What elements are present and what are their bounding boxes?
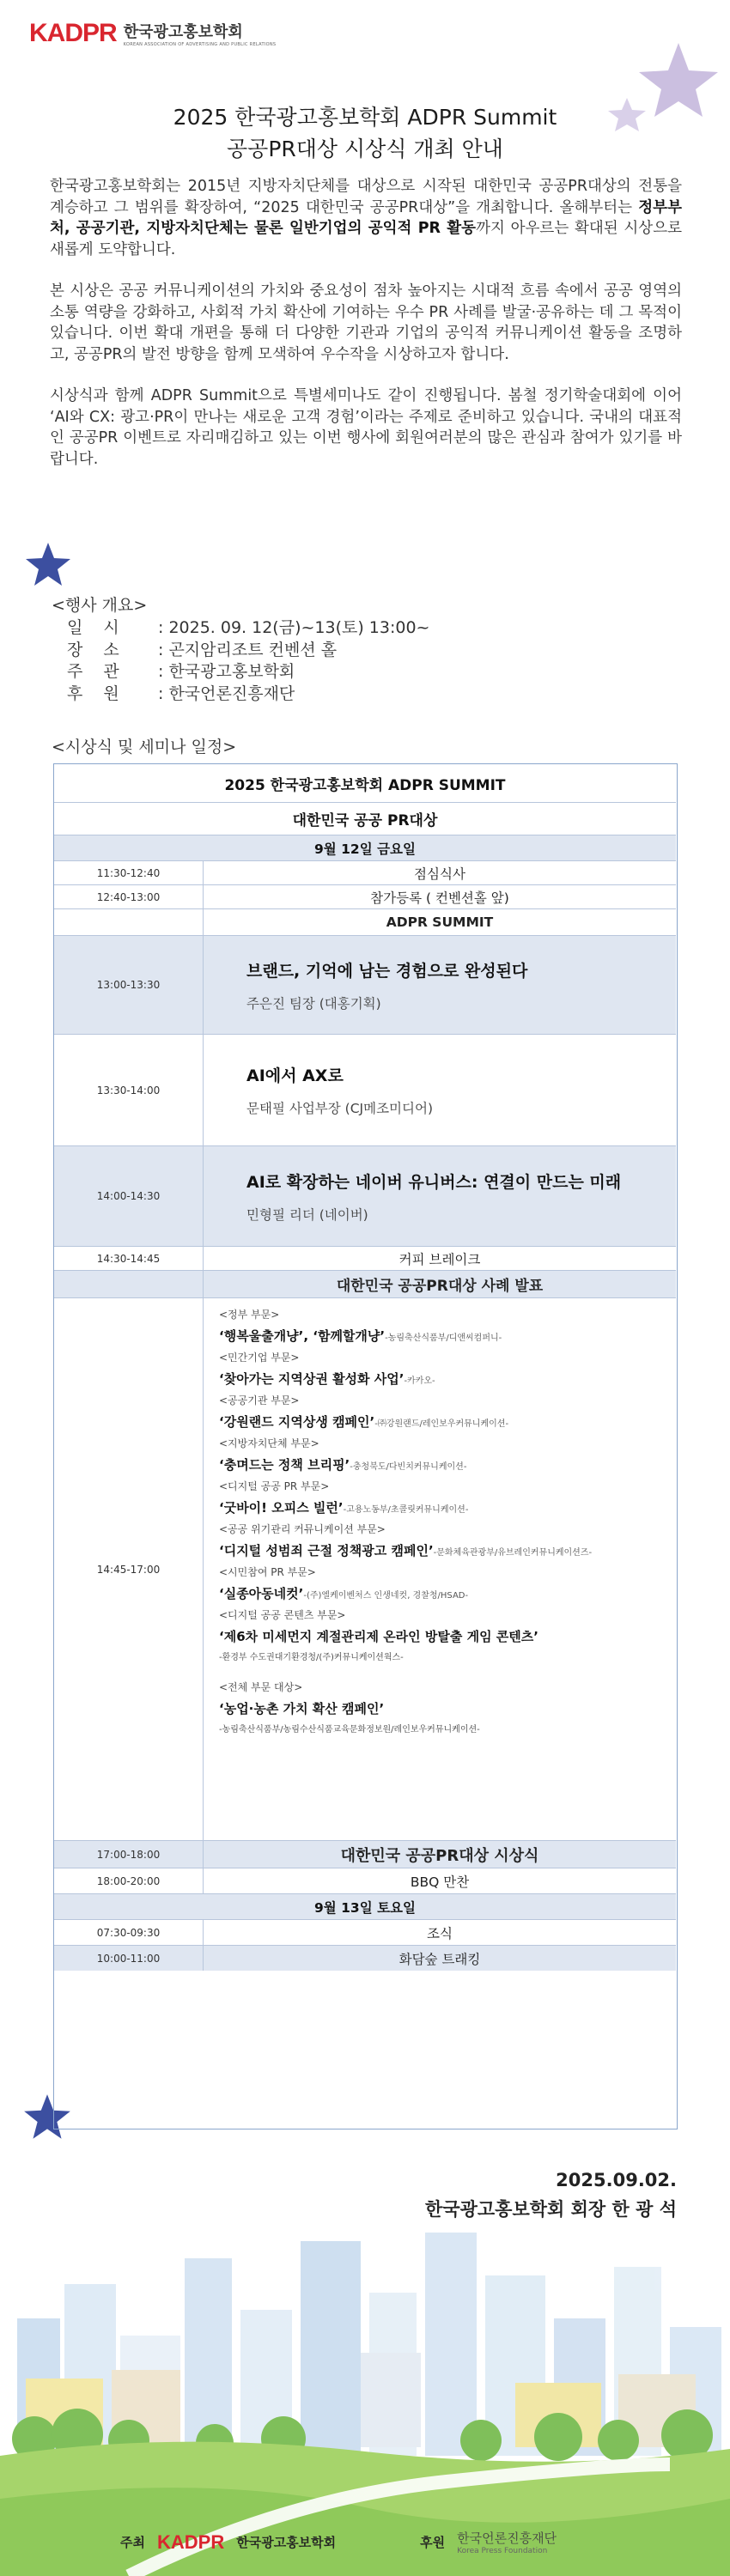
cases-heading: 대한민국 공공PR대상 사례 발표 bbox=[336, 1278, 544, 1295]
case-org: -농림축산식품부/농림수산식품교육문화정보원/레인보우커뮤니케이션- bbox=[219, 1725, 480, 1735]
page-title bbox=[0, 101, 730, 165]
case-org: -고용노동부/초콜릿커뮤니케이션- bbox=[343, 1505, 469, 1515]
case-item bbox=[219, 1539, 592, 1563]
footer bbox=[120, 2529, 557, 2555]
case-item bbox=[219, 1367, 592, 1391]
break-time: 14:30-14:45 bbox=[54, 1247, 204, 1270]
case-title: ‘실종아동네컷’ bbox=[219, 1586, 304, 1601]
intro-text bbox=[50, 176, 682, 490]
overview-key: 주관 bbox=[67, 662, 140, 681]
city-park-illustration bbox=[0, 2224, 730, 2576]
summit-label: ADPR SUMMIT bbox=[386, 914, 494, 930]
row-label: 참가등록 ( 컨벤션홀 앞) bbox=[370, 890, 509, 906]
table-subtitle: 대한민국 공공 PR대상 bbox=[292, 812, 438, 829]
case-category: <공공 위기관리 커뮤니케이션 부문> bbox=[219, 1523, 386, 1535]
talk-row bbox=[54, 1034, 676, 1145]
case-org: -문화체육관광부/유브레인커뮤니케이션즈- bbox=[433, 1548, 593, 1558]
talk-time: 13:00-13:30 bbox=[54, 936, 204, 1034]
day2-row bbox=[54, 1893, 676, 1919]
talk-speaker: 민형필 리더 (네이버) bbox=[246, 1206, 368, 1223]
row-label: 조식 bbox=[427, 1925, 453, 1941]
cases-row bbox=[54, 1297, 676, 1840]
case-item bbox=[219, 1453, 592, 1477]
title-line-2: 공공PR대상 시상식 개최 안내 bbox=[227, 137, 503, 161]
dinner-row bbox=[54, 1868, 676, 1893]
overview-row bbox=[67, 640, 429, 662]
table-row bbox=[54, 860, 676, 884]
talk-speaker: 문태필 사업부장 (CJ메조미디어) bbox=[246, 1101, 434, 1116]
talk-title: AI에서 AX로 bbox=[246, 1066, 344, 1085]
case-category: <정부 부문> bbox=[219, 1309, 280, 1321]
case-item bbox=[219, 1410, 592, 1434]
host-name: 한국광고홍보학회 bbox=[236, 2535, 337, 2550]
overview-value: : 2025. 09. 12(금)~13(토) 13:00~ bbox=[158, 618, 430, 637]
overview-heading: <행사 개요> bbox=[52, 596, 148, 615]
case-title: ‘찾아가는 지역상권 활성화 사업’ bbox=[219, 1371, 405, 1387]
row-time: 11:30-12:40 bbox=[54, 861, 204, 884]
case-item bbox=[219, 1324, 592, 1348]
case-org: -(주)엘케이벤처스 인생네컷, 경찰청/HSAD- bbox=[303, 1591, 469, 1601]
dinner-label: BBQ 만찬 bbox=[410, 1874, 470, 1890]
title-line-1: 2025 한국광고홍보학회 ADPR Summit bbox=[173, 105, 557, 130]
table-row bbox=[54, 1919, 676, 1945]
cases-list bbox=[204, 1305, 592, 1740]
case-org: -카카오- bbox=[404, 1376, 435, 1386]
intro-paragraph-3: 시상식과 함께 ADPR Summit으로 특별세미나도 같이 진행됩니다. 봄철 정기학술대회에 이어 ‘AI와 CX: 광고·PR이 만나는 새로운 고객 경험’이라는 주제로 준비하고 있습니다. 국내의 대표적인 공공PR 이벤트로 자리매김하고 있는 이번 행사에 회원여러분의 많은 관심과 참여가 있기를 바랍니다. bbox=[50, 387, 682, 468]
talk-title: 브랜드, 기억에 남는 경험으로 완성된다 bbox=[246, 961, 528, 981]
case-item bbox=[219, 1582, 592, 1606]
row-time: 12:40-13:00 bbox=[54, 885, 204, 908]
case-category: <지방자치단체 부문> bbox=[219, 1437, 319, 1449]
case-title: ‘농업·농촌 가치 확산 캠페인’ bbox=[219, 1701, 385, 1716]
table-row bbox=[54, 1945, 676, 1971]
talk-row bbox=[54, 935, 676, 1034]
row-time: 07:30-09:30 bbox=[54, 1920, 204, 1945]
award-time: 17:00-18:00 bbox=[54, 1841, 204, 1868]
day1-row bbox=[54, 835, 676, 860]
case-title: ‘행복울출개냥’, ‘함께할개냥’ bbox=[219, 1328, 386, 1344]
event-overview bbox=[52, 592, 429, 705]
talk-time: 14:00-14:30 bbox=[54, 1146, 204, 1246]
table-title: 2025 한국광고홍보학회 ADPR SUMMIT bbox=[224, 776, 506, 794]
table-subtitle-row bbox=[54, 802, 676, 835]
case-org: -㈜강원랜드/레인보우커뮤니케이션- bbox=[374, 1419, 509, 1429]
star-decoration-left bbox=[22, 539, 74, 591]
overview-value: : 곤지암리조트 컨벤션 홀 bbox=[158, 640, 338, 659]
case-title: ‘디지털 성범죄 근절 정책광고 캠페인’ bbox=[219, 1543, 434, 1558]
intro-paragraph-1: 한국광고홍보학회는 2015년 지방자치단체를 대상으로 시작된 대한민국 공공PR대상의 전통을 계승하고 그 범위를 확장하여, “2025 대한민국 공공PR대상”을 개최합니다. 올해부터는 정부부처, 공공기관, 지방자치단체는 물론 일반기업의 공익적 PR 활동까지 아우르는 확대된 시상으로 새롭게 도약합니다. bbox=[50, 178, 683, 258]
signature-name: 한국광고홍보학회 회장 한 광 석 bbox=[425, 2199, 677, 2220]
case-category: <공공기관 부문> bbox=[219, 1394, 300, 1406]
case-title: ‘제6차 미세먼지 계절관리제 온라인 방탈출 게임 콘텐츠’ bbox=[219, 1629, 538, 1644]
case-category: <시민참여 PR 부문> bbox=[219, 1566, 316, 1578]
host-label: 주최 bbox=[120, 2535, 145, 2550]
case-item bbox=[219, 1625, 592, 1649]
dinner-time: 18:00-20:00 bbox=[54, 1868, 204, 1893]
schedule-table bbox=[53, 763, 678, 2129]
overview-key: 후원 bbox=[67, 683, 140, 703]
summit-row bbox=[54, 908, 676, 935]
sponsor-label: 후원 bbox=[420, 2535, 446, 2550]
signature-date: 2025.09.02. bbox=[556, 2170, 677, 2190]
award-label: 대한민국 공공PR대상 시상식 bbox=[340, 1846, 539, 1865]
overview-key: 장소 bbox=[67, 640, 140, 659]
row-label: 화담숲 트래킹 bbox=[398, 1951, 481, 1967]
table-title-row bbox=[54, 764, 676, 802]
cases-heading-row bbox=[54, 1270, 676, 1297]
break-row bbox=[54, 1246, 676, 1270]
talk-row bbox=[54, 1145, 676, 1246]
day2-label: 9월 13일 토요일 bbox=[313, 1899, 416, 1916]
sponsor-name-en: Korea Press Foundation bbox=[457, 2547, 548, 2555]
table-row bbox=[54, 884, 676, 908]
talk-speaker: 주은진 팀장 (대홍기획) bbox=[246, 995, 381, 1012]
intro-paragraph-2: 본 시상은 공공 커뮤니케이션의 가치와 중요성이 점차 높아지는 시대적 흐름 속에서 공공 영역의 소통 역량을 강화하고, 사회적 가치 확산에 기여하는 우수 PR 사례를 발굴·공유하는 데 그 목적이 있습니다. 이번 확대 개편을 통해 더 다양한 기관과 기업의 공익적 커뮤니케이션 활동을 조명하고, 공공PR의 발전 방향을 함께 모색하여 우수작을 시상하고자 합니다. bbox=[50, 283, 682, 363]
overview-value: : 한국언론진흥재단 bbox=[158, 683, 295, 703]
logo-mark: KADPR bbox=[29, 19, 117, 47]
org-name: 한국광고홍보학회 bbox=[123, 23, 243, 41]
case-category: <전체 부문 대상> bbox=[219, 1681, 303, 1693]
case-title: ‘굿바이! 오피스 빌런’ bbox=[219, 1500, 344, 1516]
award-row bbox=[54, 1840, 676, 1868]
break-label: 커피 브레이크 bbox=[398, 1251, 481, 1267]
case-org: -환경부 수도권대기환경청/(주)커뮤니케이션웍스- bbox=[219, 1653, 404, 1662]
case-item bbox=[219, 1697, 592, 1721]
overview-row bbox=[67, 661, 429, 683]
host-logo-mark: KADPR bbox=[156, 2530, 225, 2553]
org-name-en: KOREAN ASSOCIATION OF ADVERTISING AND PUBLIC RELATIONS bbox=[123, 42, 277, 47]
cases-time: 14:45-17:00 bbox=[54, 1298, 204, 1840]
case-title: ‘강원랜드 지역상생 캠페인’ bbox=[219, 1414, 375, 1430]
overview-row bbox=[67, 617, 429, 640]
row-time: 10:00-11:00 bbox=[54, 1946, 204, 1971]
case-org: -충청북도/다빈치커뮤니케이션- bbox=[350, 1462, 467, 1472]
header-logo bbox=[29, 19, 276, 48]
schedule-heading: <시상식 및 세미나 일정> bbox=[52, 738, 237, 756]
case-category: <민간기업 부문> bbox=[219, 1352, 300, 1364]
signature bbox=[425, 2170, 677, 2221]
case-category: <디지털 공공 콘텐츠 부문> bbox=[219, 1609, 346, 1621]
overview-row bbox=[67, 683, 429, 706]
sponsor-name: 한국언론진흥재단 bbox=[457, 2530, 557, 2546]
overview-key: 일시 bbox=[67, 618, 140, 637]
case-category: <디지털 공공 PR 부문> bbox=[219, 1480, 330, 1492]
row-label: 점심식사 bbox=[414, 866, 465, 882]
day1-label: 9월 12일 금요일 bbox=[313, 841, 416, 857]
talk-title: AI로 확장하는 네이버 유니버스: 연결이 만드는 미래 bbox=[246, 1172, 622, 1192]
case-title: ‘충며드는 정책 브리핑’ bbox=[219, 1457, 350, 1473]
talk-time: 13:30-14:00 bbox=[54, 1035, 204, 1145]
overview-value: : 한국광고홍보학회 bbox=[158, 662, 295, 681]
case-item bbox=[219, 1496, 592, 1520]
case-org: -농림축산식품부/디앤씨컴퍼니- bbox=[385, 1334, 502, 1343]
